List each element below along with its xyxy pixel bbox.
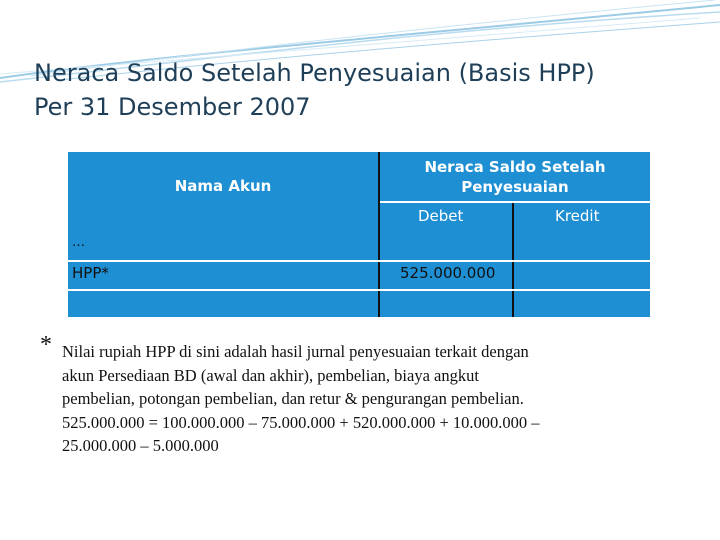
row-1-account-label: … bbox=[72, 235, 85, 250]
divider-row-1 bbox=[68, 260, 650, 262]
footnote-line-1: Nilai rupiah HPP di sini adalah hasil jurnal penyesuaian terkait dengan bbox=[62, 342, 529, 361]
row-2-debit-value: 525.000.000 bbox=[400, 264, 496, 282]
footnote-line-3: pembelian, potongan pembelian, dan retur & pengurangan pembelian. bbox=[62, 389, 524, 408]
footnote-line-5: 25.000.000 – 5.000.000 bbox=[62, 436, 219, 455]
header-account-label: Nama Akun bbox=[174, 177, 272, 195]
divider-header-sub bbox=[380, 201, 650, 203]
row-2-account-label: HPP* bbox=[72, 264, 109, 282]
row-2-account bbox=[68, 262, 378, 289]
row-3-account bbox=[68, 291, 378, 317]
row-1-credit bbox=[514, 232, 650, 260]
footnote bbox=[62, 340, 702, 458]
title-line-2: Per 31 Desember 2007 bbox=[34, 93, 311, 121]
row-1-account bbox=[68, 232, 378, 260]
row-2-credit bbox=[514, 262, 650, 289]
title-line-1: Neraca Saldo Setelah Penyesuaian (Basis HPP) bbox=[34, 59, 595, 87]
footnote-line-2: akun Persediaan BD (awal dan akhir), pembelian, biaya angkut bbox=[62, 365, 479, 385]
trial-balance-table bbox=[68, 152, 650, 317]
page-title bbox=[34, 56, 694, 124]
row-1-debit bbox=[380, 232, 512, 260]
row-3-credit bbox=[514, 291, 650, 317]
row-3-debit bbox=[380, 291, 512, 317]
footnote-marker: * bbox=[40, 332, 52, 358]
header-credit-label: Kredit bbox=[555, 207, 600, 225]
header-balance-label-line-2: Penyesuaian bbox=[461, 178, 569, 196]
header-balance-label-line-1: Neraca Saldo Setelah bbox=[424, 158, 606, 176]
divider-row-2 bbox=[68, 289, 650, 291]
divider-account-balance bbox=[378, 152, 380, 317]
footnote-line-4: 525.000.000 = 100.000.000 – 75.000.000 + 520.000.000 + 10.000.000 – bbox=[62, 412, 540, 432]
header-debit-label: Debet bbox=[418, 207, 464, 225]
